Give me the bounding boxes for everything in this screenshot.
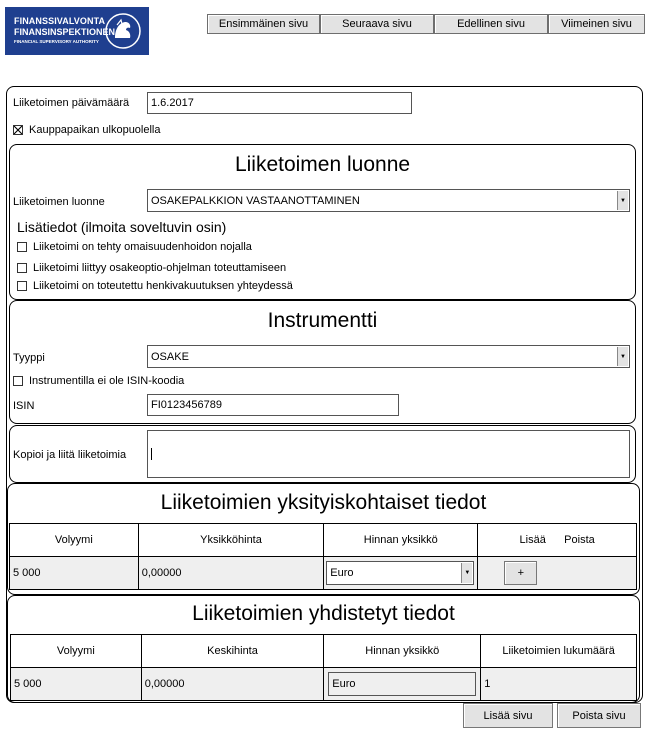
aggregate-header-volume: Volyymi	[11, 635, 142, 668]
details-header-volume: Volyymi	[10, 524, 139, 557]
details-table	[9, 523, 637, 590]
nature-title: Liiketoimen luonne	[234, 153, 411, 176]
date-input[interactable]: 1.6.2017	[147, 92, 412, 114]
details-actions-cell	[478, 557, 637, 590]
details-header-remove: Poista	[564, 534, 595, 546]
details-unit-price[interactable]: 0,00000	[138, 557, 324, 590]
details-header-price-unit: Hinnan yksikkö	[324, 524, 478, 557]
aggregate-header-price-unit: Hinnan yksikkö	[324, 635, 481, 668]
details-row	[10, 557, 637, 590]
logo-line3: FINANCIAL SUPERVISORY AUTHORITY	[14, 39, 99, 44]
type-select-value: OSAKE	[151, 350, 189, 363]
chevron-down-icon[interactable]: ▼	[617, 347, 628, 366]
type-select[interactable]	[147, 345, 630, 368]
aggregate-avg-price: 0,00000	[141, 668, 324, 701]
details-price-unit-select[interactable]	[326, 561, 474, 585]
details-header-add: Lisää	[519, 534, 546, 546]
logo	[5, 7, 149, 55]
aggregate-count: 1	[481, 668, 637, 701]
aggregate-header-avg-price: Keskihinta	[141, 635, 324, 668]
discretionary-checkbox[interactable]	[17, 242, 27, 252]
no-isin-checkbox[interactable]	[13, 376, 23, 386]
no-isin-label: Instrumentilla ei ole ISIN-koodia	[29, 375, 185, 387]
isin-label: ISIN	[13, 400, 35, 412]
logo-line1: FINANSSIVALVONTA	[14, 16, 106, 26]
details-title: Liiketoimien yksityiskohtaiset tiedot	[160, 491, 487, 514]
details-price-unit-value: Euro	[330, 567, 354, 579]
details-header-unit-price: Yksikköhinta	[138, 524, 324, 557]
details-volume[interactable]: 5 000	[10, 557, 139, 590]
option-programme-checkbox[interactable]	[17, 263, 27, 273]
remove-page-button[interactable]: Poista sivu	[557, 703, 641, 728]
nature-select[interactable]	[147, 189, 630, 212]
paste-label: Kopioi ja liitä liiketoimia	[13, 449, 127, 461]
aggregate-price-unit-cell	[324, 668, 481, 701]
outside-venue-label: Kauppapaikan ulkopuolella	[29, 124, 161, 136]
checkmark-x-icon	[14, 126, 22, 134]
aggregate-price-unit-field: Euro	[328, 672, 476, 696]
paste-textarea[interactable]	[147, 430, 630, 478]
aggregate-volume: 5 000	[11, 668, 142, 701]
nature-field-label: Liiketoimen luonne	[13, 196, 105, 208]
extra-info-title: Lisätiedot (ilmoita soveltuvin osin)	[17, 219, 227, 235]
option-programme-label: Liiketoimi liittyy osakeoptio-ohjelman toteuttamiseen	[33, 262, 287, 274]
aggregate-title: Liiketoimien yhdistetyt tiedot	[192, 602, 455, 625]
next-page-button[interactable]: Seuraava sivu	[320, 14, 434, 34]
text-cursor	[151, 448, 152, 460]
details-header-actions	[478, 524, 637, 557]
chevron-down-icon[interactable]: ▼	[461, 563, 472, 583]
type-label: Tyyppi	[13, 352, 45, 364]
aggregate-header-count: Liiketoimien lukumäärä	[481, 635, 637, 668]
previous-page-button[interactable]: Edellinen sivu	[434, 14, 548, 34]
add-row-button[interactable]: +	[504, 561, 537, 585]
instrument-title: Instrumentti	[267, 309, 378, 332]
details-price-unit-cell	[324, 557, 478, 590]
discretionary-label: Liiketoimi on tehty omaisuudenhoidon nojalla	[33, 241, 252, 253]
isin-input[interactable]: FI0123456789	[147, 394, 399, 416]
nature-select-value: OSAKEPALKKION VASTAANOTTAMINEN	[151, 194, 360, 207]
lion-emblem-icon	[103, 11, 143, 51]
chevron-down-icon[interactable]: ▼	[617, 191, 628, 210]
outside-venue-checkbox[interactable]	[13, 125, 23, 135]
first-page-button[interactable]: Ensimmäinen sivu	[207, 14, 320, 34]
add-page-button[interactable]: Lisää sivu	[463, 703, 553, 728]
life-insurance-checkbox[interactable]	[17, 281, 27, 291]
aggregate-row	[11, 668, 637, 701]
aggregate-table	[10, 634, 637, 701]
last-page-button[interactable]: Viimeinen sivu	[548, 14, 645, 34]
logo-line2: FINANSINSPEKTIONEN	[14, 27, 116, 37]
life-insurance-label: Liiketoimi on toteutettu henkivakuutuksen yhteydessä	[33, 280, 293, 292]
date-label: Liiketoimen päivämäärä	[13, 97, 130, 109]
